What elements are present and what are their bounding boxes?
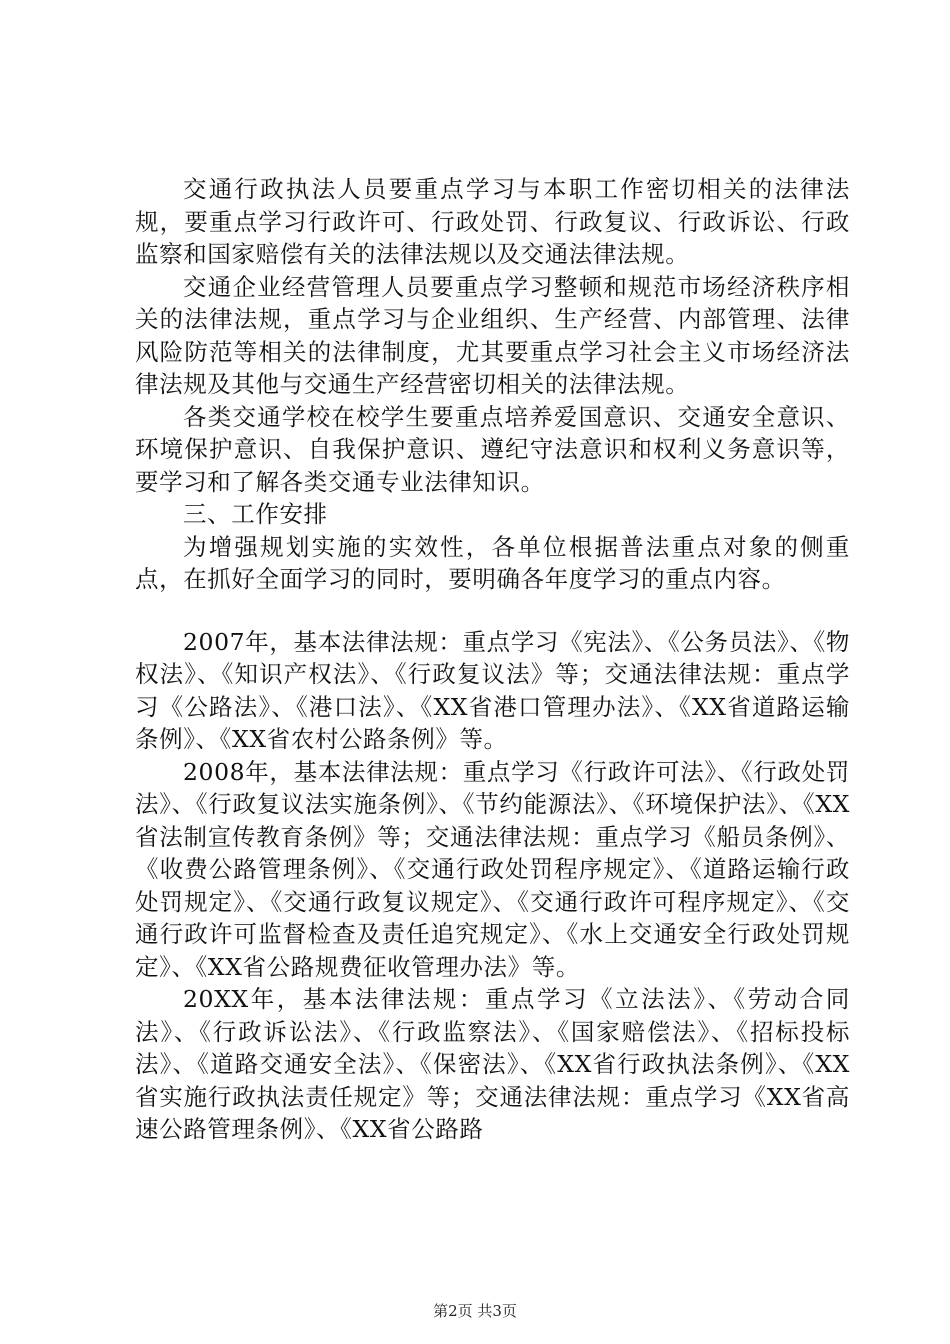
paragraph-intro: 为增强规划实施的实效性，各单位根据普法重点对象的侧重点，在抓好全面学习的同时，要明确各年度学习的重点内容。	[135, 532, 850, 593]
document-body	[135, 173, 850, 1146]
paragraph-school-students: 各类交通学校在校学生要重点培养爱国意识、交通安全意识、环境保护意识、自我保护意识、遵纪守法意识和权利义务意识等，要学习和了解各类交通专业法律知识。	[135, 402, 850, 496]
paragraph-enterprise-management: 交通企业经营管理人员要重点学习整顿和规范市场经济秩序相关的法律法规，重点学习与企业组织、生产经营、内部管理、法律风险防范等相关的法律制度，尤其要重点学习社会主义市场经济法律法规及其他与交通生产经营密切相关的法律法规。	[135, 272, 850, 398]
paragraph-law-enforcement: 交通行政执法人员要重点学习与本职工作密切相关的法律法规，要重点学习行政许可、行政处罚、行政复议、行政诉讼、行政监察和国家赔偿有关的法律法规以及交通法律法规。	[135, 175, 850, 268]
page-number-footer: 第2页 共3页	[433, 1302, 517, 1320]
paragraph-year-2007: 2007年，基本法律法规：重点学习《宪法》、《公务员法》、《物权法》、《知识产权法》、《行政复议法》等；交通法律法规：重点学习《公路法》、《港口法》、《XX省港口管理办法》、《XX省道路运输条例》、《XX省农村公路条例》等。	[135, 627, 850, 753]
paragraph-year-2008: 2008年，基本法律法规：重点学习《行政许可法》、《行政处罚法》、《行政复议法实施条例》、《节约能源法》、《环境保护法》、《XX省法制宣传教育条例》等；交通法律法规：重点学习《船员条例》、《收费公路管理条例》、《交通行政处罚程序规定》、《道路运输行政处罚规定》、《交通行政复议规定》、《交通行政许可程序规定》、《交通行政许可监督检查及责任追究规定》、《水上交通安全行政处罚规定》、《XX省公路规费征收管理办法》等。	[135, 757, 850, 981]
paragraph-spacer	[135, 596, 850, 626]
paragraph-year-20xx: 20XX年，基本法律法规：重点学习《立法法》、《劳动合同法》、《行政诉讼法》、《行政监察法》、《国家赔偿法》、《招标投标法》、《道路交通安全法》、《保密法》、《XX省行政执法条例》、《XX省实施行政执法责任规定》等；交通法律法规：重点学习《XX省高速公路管理条例》、《XX省公路路	[135, 985, 850, 1143]
section-heading: 三、工作安排	[183, 500, 328, 528]
